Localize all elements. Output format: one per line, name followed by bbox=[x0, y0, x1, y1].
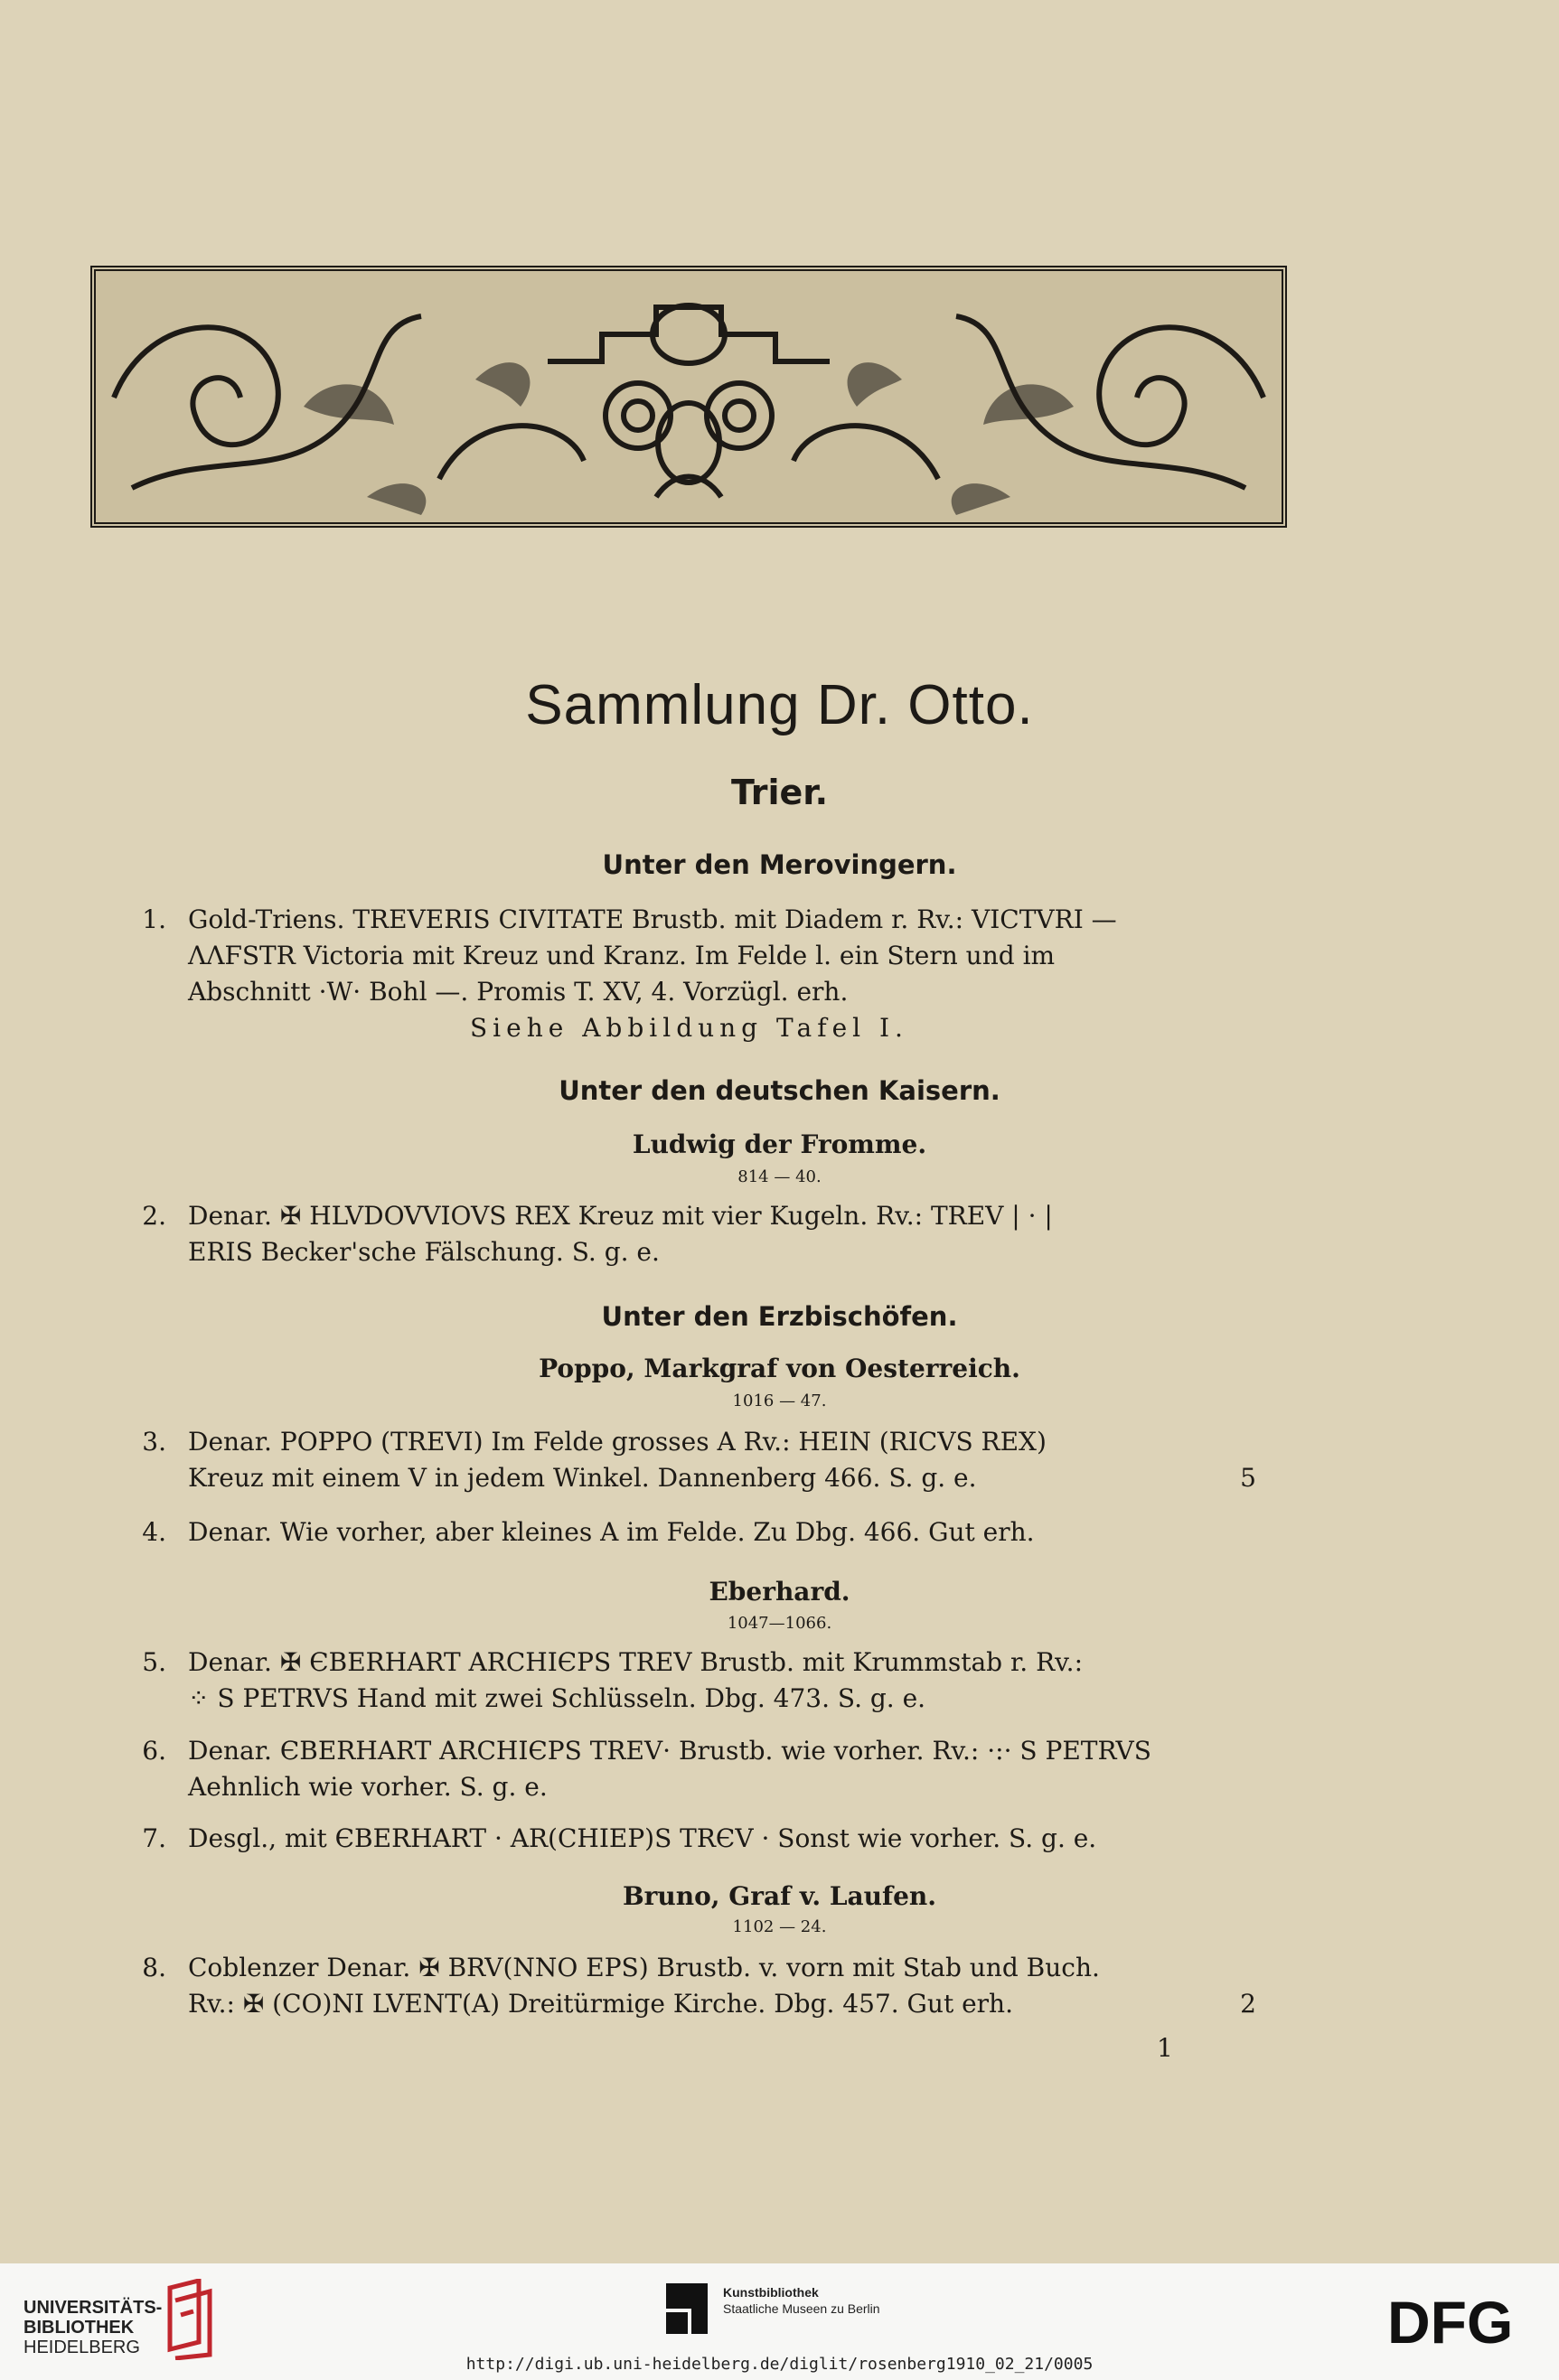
entry-number: 7. bbox=[142, 1823, 166, 1853]
kunstbibliothek-logo-icon bbox=[664, 2282, 709, 2336]
ruler-name: Ludwig der Fromme. bbox=[632, 1129, 927, 1159]
catalog-entry-3 bbox=[136, 1424, 1256, 1496]
kb-line: Kunstbibliothek bbox=[723, 2285, 819, 2300]
entry-line: Aehnlich wie vorher. S. g. e. bbox=[188, 1772, 548, 1802]
ruler-dates: 814 — 40. bbox=[737, 1167, 822, 1186]
ruler-name: Eberhard. bbox=[709, 1577, 850, 1607]
source-url[interactable]: http://digi.ub.uni-heidelberg.de/diglit/rosenberg1910_02_21/0005 bbox=[465, 2355, 1094, 2374]
catalog-entry-6 bbox=[136, 1733, 1256, 1805]
city-heading: Trier. bbox=[730, 773, 829, 812]
ruler-dates: 1016 — 47. bbox=[732, 1391, 827, 1410]
page-number: 1 bbox=[1157, 2033, 1173, 2063]
entry-line: ERIS Becker'sche Fälschung. S. g. e. bbox=[188, 1237, 660, 1267]
library-line: HEIDELBERG bbox=[23, 2338, 140, 2357]
ruler-name: Poppo, Markgraf von Oesterreich. bbox=[539, 1354, 1020, 1383]
price-note: 5 bbox=[1240, 1463, 1256, 1493]
section-heading-merovingians: Unter den Merovingern. bbox=[602, 849, 957, 880]
entry-line: Abschnitt ·W· Bohl —. Promis T. XV, 4. Vorzügl. erh. bbox=[188, 977, 849, 1007]
dfg-logo bbox=[1387, 2291, 1541, 2354]
entry-line: Desgl., mit ЄBERHART · AR(CHIEP)S TRЄV · Sonst wie vorher. S. g. e. bbox=[188, 1823, 1097, 1853]
entry-line: ΛΛϜSTR Victoria mit Kreuz und Kranz. Im Felde l. ein Stern und im bbox=[188, 941, 1056, 970]
catalog-entry-8 bbox=[136, 1950, 1256, 2022]
catalog-entry-7 bbox=[136, 1821, 1256, 1857]
section-heading-archbishops: Unter den Erzbischöfen. bbox=[601, 1301, 958, 1332]
entry-line: Coblenzer Denar. ✠ BRV(NNO EPS) Brustb. v. vorn mit Stab und Buch. bbox=[188, 1953, 1100, 1982]
ruler-name: Bruno, Graf v. Laufen. bbox=[622, 1881, 936, 1911]
catalog-entry-5 bbox=[136, 1644, 1256, 1717]
entry-line: Denar. ЄBERHART ARCHIЄPS TREV· Brustb. wie vorher. Rv.: ·:· S PETRVS bbox=[188, 1736, 1151, 1766]
section-heading-emperors: Unter den deutschen Kaisern. bbox=[559, 1075, 1000, 1106]
entry-number: 1. bbox=[142, 904, 166, 934]
entry-line: Denar. POPPO (TREVI) Im Felde grosses A Rv.: HEIN (RICVS REX) bbox=[188, 1427, 1047, 1457]
entry-line: Rv.: ✠ (CO)NI LVENT(A) Dreitürmige Kirche. Dbg. 457. Gut erh. bbox=[188, 1989, 1013, 2019]
entry-line: Denar. ✠ HLVDOVVIOVS REX Kreuz mit vier Kugeln. Rv.: TREV | · | bbox=[188, 1201, 1053, 1231]
heidelberg-logo-icon bbox=[163, 2279, 217, 2360]
entry-line: Kreuz mit einem V in jedem Winkel. Dannenberg 466. S. g. e. bbox=[188, 1463, 977, 1493]
entry-number: 2. bbox=[142, 1201, 166, 1231]
entry-line: ⁘ S PETRVS Hand mit zwei Schlüsseln. Dbg. 473. S. g. e. bbox=[188, 1683, 926, 1713]
ornament-illustration bbox=[96, 271, 1282, 522]
dfg-logo-text: DFG bbox=[1387, 2291, 1514, 2354]
kb-line: Staatliche Museen zu Berlin bbox=[723, 2301, 880, 2316]
entry-number: 5. bbox=[142, 1647, 166, 1677]
heidelberg-library-label bbox=[23, 2298, 162, 2357]
entry-number: 4. bbox=[142, 1517, 166, 1547]
figure-reference: Siehe Abbildung Tafel I. bbox=[470, 1013, 908, 1043]
entry-number: 8. bbox=[142, 1953, 166, 1982]
ruler-dates: 1047—1066. bbox=[727, 1614, 832, 1633]
entry-line: Gold-Triens. TREVERIS CIVITATE Brustb. mit Diadem r. Rv.: VICTVRI — bbox=[188, 904, 1117, 934]
entry-number: 6. bbox=[142, 1736, 166, 1766]
kunstbibliothek-label bbox=[723, 2284, 880, 2317]
library-line: BIBLIOTHEK bbox=[23, 2318, 135, 2338]
catalog-entry-4 bbox=[136, 1514, 1256, 1551]
entry-number: 3. bbox=[142, 1427, 166, 1457]
ornamental-header-banner bbox=[90, 266, 1287, 528]
catalog-entry-2 bbox=[136, 1198, 1256, 1270]
entry-line: Denar. Wie vorher, aber kleines A im Felde. Zu Dbg. 466. Gut erh. bbox=[188, 1517, 1035, 1547]
entry-line: Denar. ✠ ЄBERHART ARCHIЄPS TREV Brustb. mit Krummstab r. Rv.: bbox=[188, 1647, 1084, 1677]
catalog-entry-1 bbox=[136, 902, 1256, 1046]
ruler-dates: 1102 — 24. bbox=[732, 1917, 827, 1936]
collection-title: Sammlung Dr. Otto. bbox=[525, 674, 1034, 736]
price-note: 2 bbox=[1240, 1989, 1256, 2019]
library-line: UNIVERSITÄTS- bbox=[23, 2298, 163, 2318]
